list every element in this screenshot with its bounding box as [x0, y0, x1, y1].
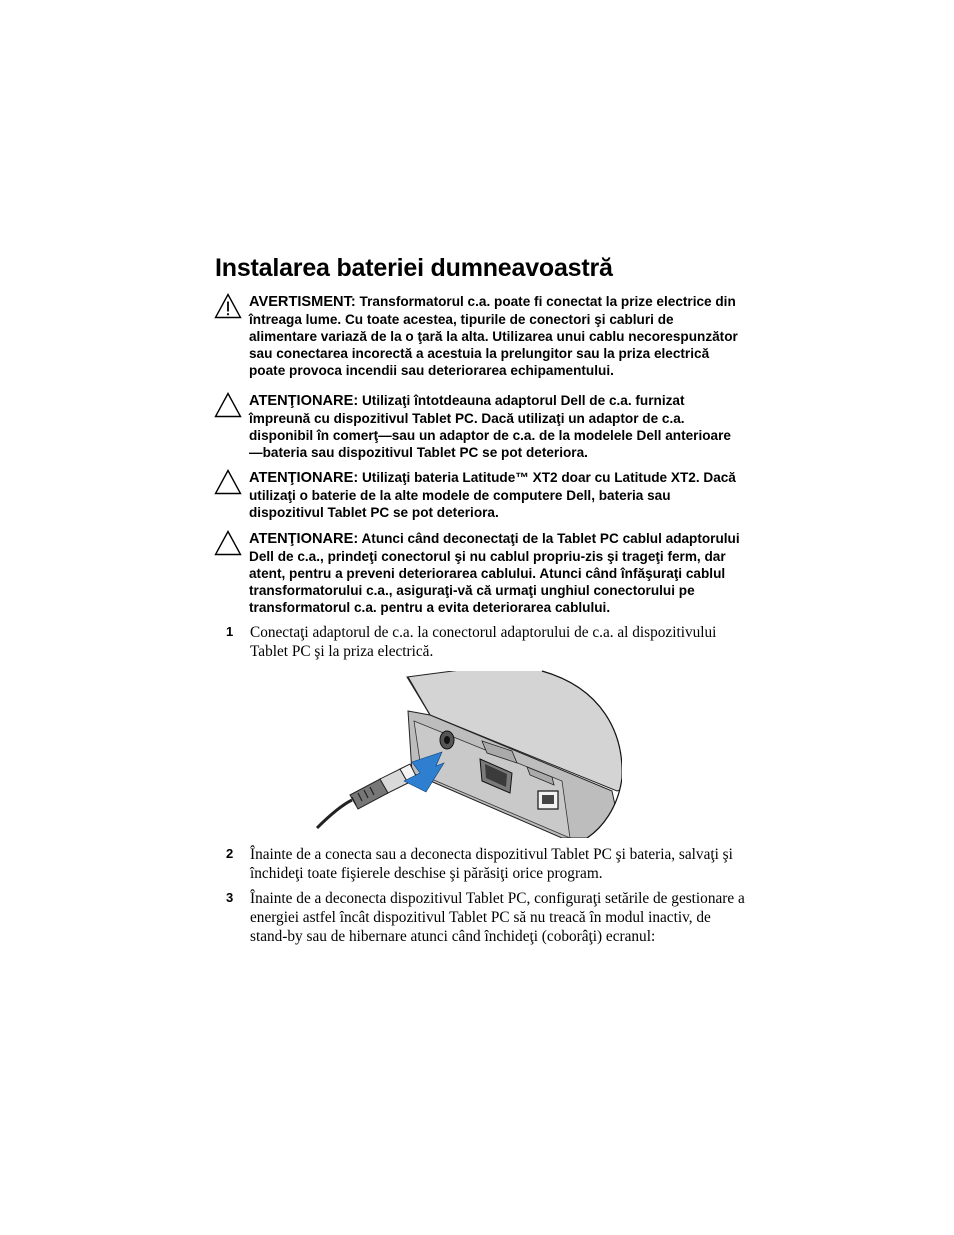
- step-text: Înainte de a conecta sau a deconecta dispozitivul Tablet PC şi bateria, salvaţi şi închideţi toate fişierele deschise şi părăsiţi orice program.: [250, 846, 733, 882]
- step-number: 1: [226, 624, 234, 639]
- page-title: Instalarea bateriei dumneavoastră: [215, 254, 613, 282]
- notice-body: [249, 469, 744, 521]
- caution-notice: [214, 469, 744, 521]
- notice-body: [249, 392, 744, 461]
- notice-body: [249, 293, 744, 379]
- caution-icon: [214, 469, 242, 495]
- ac-adapter-illustration: [312, 663, 622, 838]
- warning-notice: [214, 293, 744, 379]
- step-item: [226, 623, 746, 661]
- step-text: Înainte de a deconecta dispozitivul Tablet PC, configuraţi setările de gestionare a energiei astfel încât dispozitivul Tablet PC să nu treacă în modul inactiv, de stand-by sau de hibernare atunci când închideţi (coborâţi) ecranul:: [250, 890, 745, 945]
- notice-text: Utilizaţi întotdeauna adaptorul Dell de c.a. furnizat împreună cu dispozitivul Tablet PC. Dacă utilizaţi un adaptor de c.a. disponibil în comerţ—sau un adaptor de c.a. de la modelele Dell anterioare—bateria sau dispozitivul Tablet PC se pot deteriora.: [249, 393, 731, 460]
- step-item: [226, 889, 746, 946]
- caution-icon: [214, 530, 242, 556]
- step-item: [226, 845, 746, 883]
- notice-body: [249, 530, 744, 616]
- tablet-device: [312, 663, 622, 838]
- caution-notice: [214, 530, 744, 616]
- step-number: 2: [226, 846, 234, 861]
- notice-label: AVERTISMENT:: [249, 294, 356, 310]
- notice-text: Utilizaţi bateria Latitude™ XT2 doar cu Latitude XT2. Dacă utilizaţi o baterie de la alte modele de computere Dell, bateria sau dispozitivul Tablet PC se pot deteriora.: [249, 470, 736, 520]
- notice-label: ATENŢIONARE:: [249, 393, 359, 409]
- caution-notice: [214, 392, 744, 461]
- step-number: 3: [226, 890, 234, 905]
- caution-icon: [214, 392, 242, 418]
- notice-text: Atunci când deconectaţi de la Tablet PC cablul adaptorului Dell de c.a., prindeţi conectorul şi nu cablul propriu-zis şi trageţi ferm, dar atent, pentru a preveni deteriorarea cablului. Atunci când înfăşuraţi cablul transformatorului c.a., asiguraţi-vă că urmaţi unghiul conectorului pe transformatorul c.a. pentru a evita deteriorarea cablului.: [249, 531, 740, 615]
- warning-icon: [214, 293, 242, 319]
- notice-label: ATENŢIONARE:: [249, 531, 359, 547]
- notice-text: Transformatorul c.a. poate fi conectat la prize electrice din întreaga lume. Cu toate acestea, tipurile de conectori şi cabluri de alimentare variază de la o ţară la alta. Utilizarea unui cablu necorespunzător sau conectarea incorectă a acestuia la prelungitor sau la priza electrică poate provoca incendii sau deteriorarea echipamentului.: [249, 294, 738, 378]
- notice-label: ATENŢIONARE:: [249, 470, 359, 486]
- step-text: Conectaţi adaptorul de c.a. la conectorul adaptorului de c.a. al dispozitivului Tablet PC şi la priza electrică.: [250, 624, 717, 660]
